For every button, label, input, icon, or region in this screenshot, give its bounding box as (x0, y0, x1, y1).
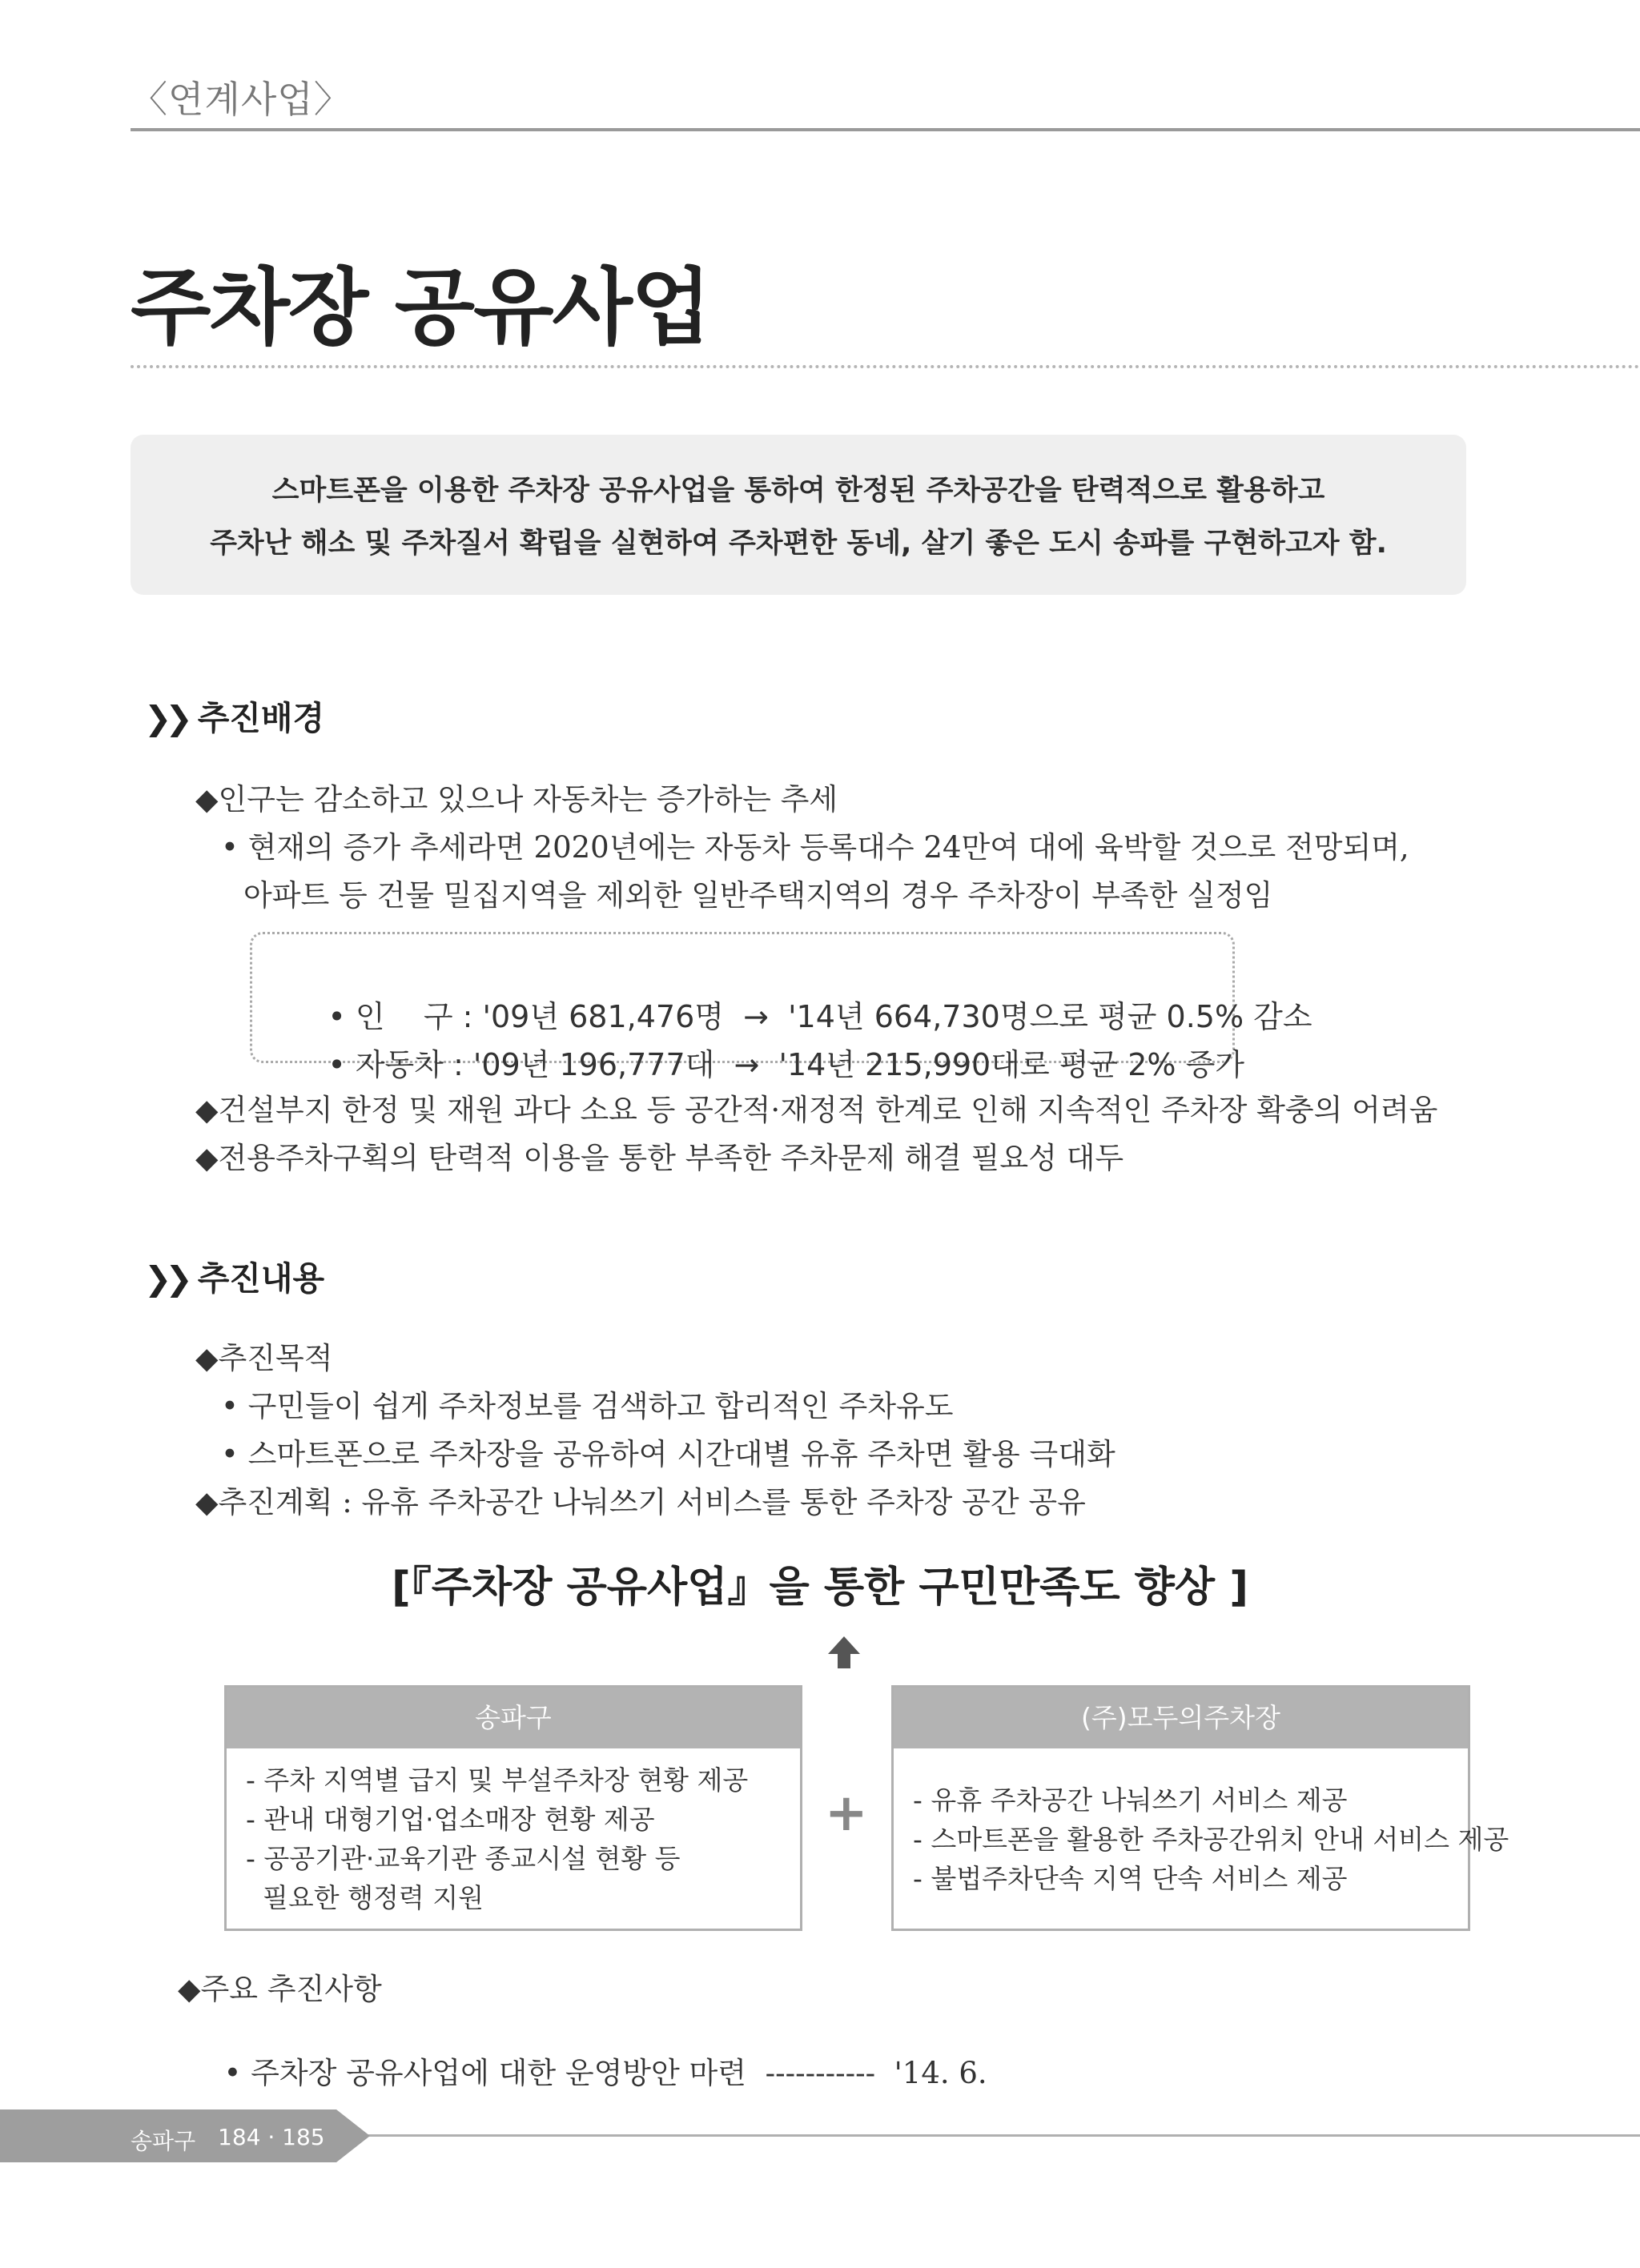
panel-songpa (224, 1685, 802, 1931)
panel-header: 송파구 (227, 1688, 800, 1748)
summary-line-1: 스마트폰을 이용한 주차장 공유사업을 통하여 한정된 주차공간을 탄력적으로 활용하고 (271, 475, 1325, 507)
list-item-text: 추진계획 : 유휴 주차공간 나눠쓰기 서비스를 통한 주차장 공간 공유 (218, 1485, 1086, 1519)
panel-list-item: - 관내 대형기업·업소매장 현황 제공 (246, 1804, 655, 1835)
sub-list-item (221, 1430, 1115, 1473)
diamond-bullet-icon: ◆ (195, 1485, 219, 1519)
diamond-bullet-icon: ◆ (178, 1972, 201, 2006)
sub-list-item-text: 스마트폰으로 주차장을 공유하여 시간대별 유휴 주차면 활용 극대화 (247, 1437, 1115, 1471)
plan-diagram-title: [『주차장 공유사업』을 통한 구민만족도 향상 ] (392, 1564, 1248, 1612)
sub-list-item-text: 현재의 증가 추세라면 2020년에는 자동차 등록대수 24만여 대에 육박할 것으로 전망되며, (247, 830, 1409, 865)
double-chevron-icon: ❯❯ (144, 699, 187, 737)
dot-bullet-icon: • (328, 1047, 356, 1082)
sub-list-item (205, 2014, 987, 2092)
stat-cars: • 자동차 : '09년 196,777대 → '14년 215,990대로 평균 2% 증가 (328, 1047, 1245, 1082)
section-heading-label: 추진배경 (197, 699, 325, 737)
list-item (195, 1478, 1086, 1521)
list-item (195, 1086, 1437, 1129)
footer-district: 송파구 (131, 2128, 196, 2154)
list-item (195, 1134, 1123, 1177)
stat-population: • 인 구 : '09년 681,476명 → '14년 664,730명으로 평균 0.5% 감소 (328, 999, 1312, 1034)
list-item-text: 주요 추진사항 (200, 1972, 382, 2006)
panel-list-item: - 스마트폰을 활용한 주차공간위치 안내 서비스 제공 (913, 1824, 1509, 1855)
panel-list-item: - 공공기관·교육기관 종교시설 현황 등 (246, 1843, 681, 1874)
diamond-bullet-icon: ◆ (195, 1093, 219, 1127)
list-item-text: 전용주차구획의 탄력적 이용을 통한 부족한 주차문제 해결 필요성 대두 (218, 1141, 1124, 1175)
sub-list-item (221, 823, 1409, 866)
page-title: 주차장 공유사업 (131, 259, 710, 356)
dot-bullet-icon: • (223, 2056, 251, 2090)
sub-list-item-continuation: 아파트 등 건물 밀집지역을 제외한 일반주택지역의 경우 주차장이 부족한 실정임 (243, 878, 1273, 913)
title-dotted-divider (131, 365, 1640, 368)
statistics-box (250, 932, 1312, 1082)
diamond-bullet-icon: ◆ (195, 1141, 219, 1175)
list-item-text: 추진목적 (218, 1341, 333, 1375)
panel-list-item: - 불법주차단속 지역 단속 서비스 제공 (913, 1863, 1348, 1894)
header-divider (131, 128, 1640, 131)
up-arrow-icon (825, 1633, 863, 1672)
footer-page-numbers: 184 · 185 (218, 2124, 325, 2150)
list-item (195, 775, 838, 818)
panel-list-item: - 주차 지역별 급지 및 부설주차장 현황 제공 (246, 1764, 749, 1796)
dot-bullet-icon: • (328, 999, 356, 1034)
section-heading-background (144, 692, 324, 739)
dot-bullet-icon: • (221, 830, 248, 865)
section-heading-content (144, 1252, 324, 1299)
summary-line-2: 주차난 해소 및 주차질서 확립을 실현하여 주차편한 동네, 살기 좋은 도시 송파를 구현하고자 함. (210, 528, 1387, 560)
footer-divider (352, 2134, 1640, 2137)
panel-header: (주)모두의주차장 (894, 1688, 1468, 1748)
dot-bullet-icon: • (221, 1389, 248, 1423)
section-heading-label: 추진내용 (197, 1259, 325, 1298)
diamond-bullet-icon: ◆ (195, 782, 219, 817)
dot-bullet-icon: • (221, 1437, 248, 1471)
panel-list-item-continuation: 필요한 행정력 지원 (246, 1882, 484, 1913)
summary-box (131, 435, 1466, 595)
sub-list-item-text: 주차장 공유사업에 대한 운영방안 마련 ----------- '14. 6. (251, 2056, 987, 2090)
list-item (195, 1334, 332, 1377)
list-item-text: 건설부지 한정 및 재원 과다 소요 등 공간적·재정적 한계로 인해 지속적인 주차장 확충의 어려움 (218, 1093, 1438, 1127)
diamond-bullet-icon: ◆ (195, 1341, 219, 1375)
panel-list-item: - 유휴 주차공간 나눠쓰기 서비스 제공 (913, 1784, 1348, 1816)
list-item-text: 인구는 감소하고 있으나 자동차는 증가하는 추세 (218, 782, 838, 817)
section-label: 〈연계사업〉 (131, 78, 352, 121)
sub-list-item-text: 구민들이 쉽게 주차정보를 검색하고 합리적인 주차유도 (247, 1389, 954, 1423)
panel-modu-parking (891, 1685, 1509, 1931)
double-chevron-icon: ❯❯ (144, 1259, 187, 1298)
list-item (178, 1965, 382, 2008)
plus-icon: + (825, 1784, 868, 1843)
sub-list-item (221, 1382, 953, 1425)
